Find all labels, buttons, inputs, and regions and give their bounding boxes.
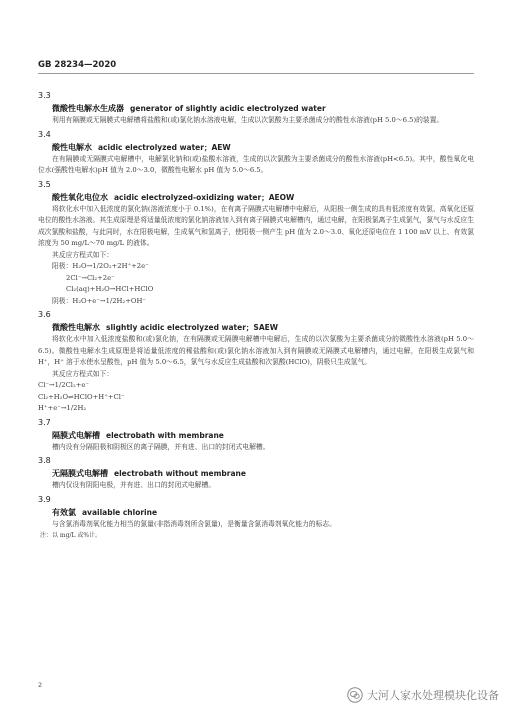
definition-text: 在有隔膜或无隔膜式电解槽中，电解氯化钠和(或)盐酸水溶液，生成的以次氯酸为主要杀菌成分的酸性水溶液(pH<6.5)。其中，酸性氧化电位水(强酸性电解水)pH 值为 2.0～3.0，微酸性电解水 pH 值为 5.0～6.5。 bbox=[38, 154, 474, 174]
document-body bbox=[38, 90, 474, 543]
term-heading bbox=[52, 103, 474, 115]
clause-number: 3.4 bbox=[38, 129, 51, 139]
term-section bbox=[38, 129, 474, 179]
wechat-icon bbox=[347, 687, 363, 703]
clause-number: 3.5 bbox=[38, 179, 51, 189]
term-name-en: electrobath with membrane bbox=[106, 430, 224, 440]
reaction-equation: 阳极：H₂O→1/2O₂+2H⁺+2e⁻ bbox=[52, 262, 149, 270]
page-number: 2 bbox=[38, 681, 43, 689]
term-heading bbox=[52, 142, 474, 154]
term-section bbox=[38, 309, 474, 417]
term-name-en: electrobath without membrane bbox=[114, 469, 246, 478]
term-section bbox=[38, 417, 474, 456]
term-name-en: acidic electrolyzed water；AEW bbox=[98, 142, 231, 152]
term-name-zh: 微酸性电解水 bbox=[52, 323, 100, 332]
definition-text: 槽内仅设有阴阳电极，并有进、出口的封闭式电解槽。 bbox=[52, 481, 216, 489]
clause-number: 3.8 bbox=[38, 456, 51, 465]
term-name-zh: 无隔膜式电解槽 bbox=[52, 469, 108, 478]
term-name-zh: 酸性电解水 bbox=[52, 142, 92, 152]
watermark bbox=[347, 686, 499, 704]
term-heading bbox=[52, 192, 474, 204]
section-gap bbox=[38, 541, 474, 543]
clause-number: 3.7 bbox=[38, 417, 51, 427]
term-name-en: slightly acidic electrolyzed water；SAEW bbox=[106, 323, 279, 332]
term-name-zh: 酸性氧化电位水 bbox=[52, 192, 108, 202]
term-heading bbox=[52, 322, 474, 334]
term-heading bbox=[52, 430, 474, 442]
term-name-en: available chlorine bbox=[82, 507, 158, 517]
reaction-equation: H⁺+e⁻→1/2H₂ bbox=[38, 404, 87, 412]
watermark-text: 大河人家水处理模块化设备 bbox=[367, 689, 499, 702]
standard-code: GB 28234—2020 bbox=[38, 60, 117, 70]
term-section bbox=[38, 90, 474, 129]
reaction-equation: Cl₂+H₂O⇌HClO+H⁺+Cl⁻ bbox=[38, 392, 125, 401]
term-name-zh: 有效氯 bbox=[52, 507, 76, 517]
reaction-equation: Cl₂(aq)+H₂O→HCl+HClO bbox=[66, 285, 154, 293]
definition-text: 将软化水中加入低浓度盐酸和(或)氯化钠，在有隔膜或无隔膜电解槽中电解后，生成的以次氯酸为主要杀菌成分的微酸性水溶液(pH 5.0～6.5)。微酸性电解水生成原理是将适量低浓度的稀盐酸和(或)氯化钠水溶液加入到有隔膜或无隔膜式电解槽内，通过电解，在阳极生成氯气和 H⁺，H⁺ 溶于水使水呈酸性，pH 值为 5.0～6.5，氯气与水反应生成盐酸和次氯酸(HClO)，阴极只生成氢气。 bbox=[38, 335, 474, 366]
definition-text: 将软化水中加入低浓度的氯化钠(溶液浓度小于 0.1%)，在有离子隔膜式电解槽中电解后，从阳极一侧生成的具有低浓度有效氯、高氧化还原电位的酸性水溶液。其生成原理是将适量低浓度的氯化钠溶液加入到有离子隔膜式电解槽内，通过电解，在阳极氯离子生成氯气，氯气与水反应生成次氯酸和盐酸，与此同时，水在阳极电解，生成氧气和氢离子，使阳极一侧产生 pH 值为 2.0～3.0、氧化还原电位在 1 100 mV 以上、有效氯浓度为 50 mg/L～70 mg/L 的液体。 bbox=[38, 204, 474, 247]
term-heading bbox=[52, 468, 474, 480]
term-name-en: generator of slightly acidic electrolyzed water bbox=[130, 104, 326, 113]
header-divider bbox=[38, 73, 474, 74]
equation-intro: 其反应方程式如下： bbox=[52, 250, 114, 259]
note-text: 注：以 mg/L 或%计。 bbox=[40, 532, 102, 539]
term-name-en: acidic electrolyzed-oxidizing water；AEOW bbox=[114, 192, 295, 202]
term-section bbox=[38, 455, 474, 494]
term-section bbox=[38, 179, 474, 310]
definition-text: 利用有隔膜或无隔膜式电解槽将盐酸和(或)氯化钠水溶液电解，生成以次氯酸为主要杀菌成分的酸性水溶液(pH 5.0～6.5)的装置。 bbox=[52, 116, 444, 124]
reaction-equation: Cl⁻→1/2Cl₂+e⁻ bbox=[38, 381, 89, 389]
clause-number: 3.6 bbox=[38, 310, 51, 319]
term-name-zh: 隔膜式电解槽 bbox=[52, 430, 100, 440]
definition-text: 与含氯消毒剂氧化能力相当的氯量(非指消毒剂所含氯量)，是衡量含氯消毒剂氧化能力的标志。 bbox=[52, 519, 336, 528]
term-section bbox=[38, 494, 474, 544]
reaction-equation: 阴极：H₂O+e⁻→1/2H₂+OH⁻ bbox=[52, 296, 146, 305]
reaction-equation: 2Cl⁻→Cl₂+2e⁻ bbox=[66, 273, 115, 282]
term-heading bbox=[52, 507, 474, 519]
clause-number: 3.3 bbox=[38, 91, 51, 100]
equation-intro: 其反应方程式如下： bbox=[52, 369, 114, 378]
definition-text: 槽内设有分隔阳极和阴极区的离子隔膜，并有进、出口的封闭式电解槽。 bbox=[52, 442, 270, 451]
term-name-zh: 微酸性电解水生成器 bbox=[52, 104, 124, 113]
clause-number: 3.9 bbox=[38, 494, 51, 504]
